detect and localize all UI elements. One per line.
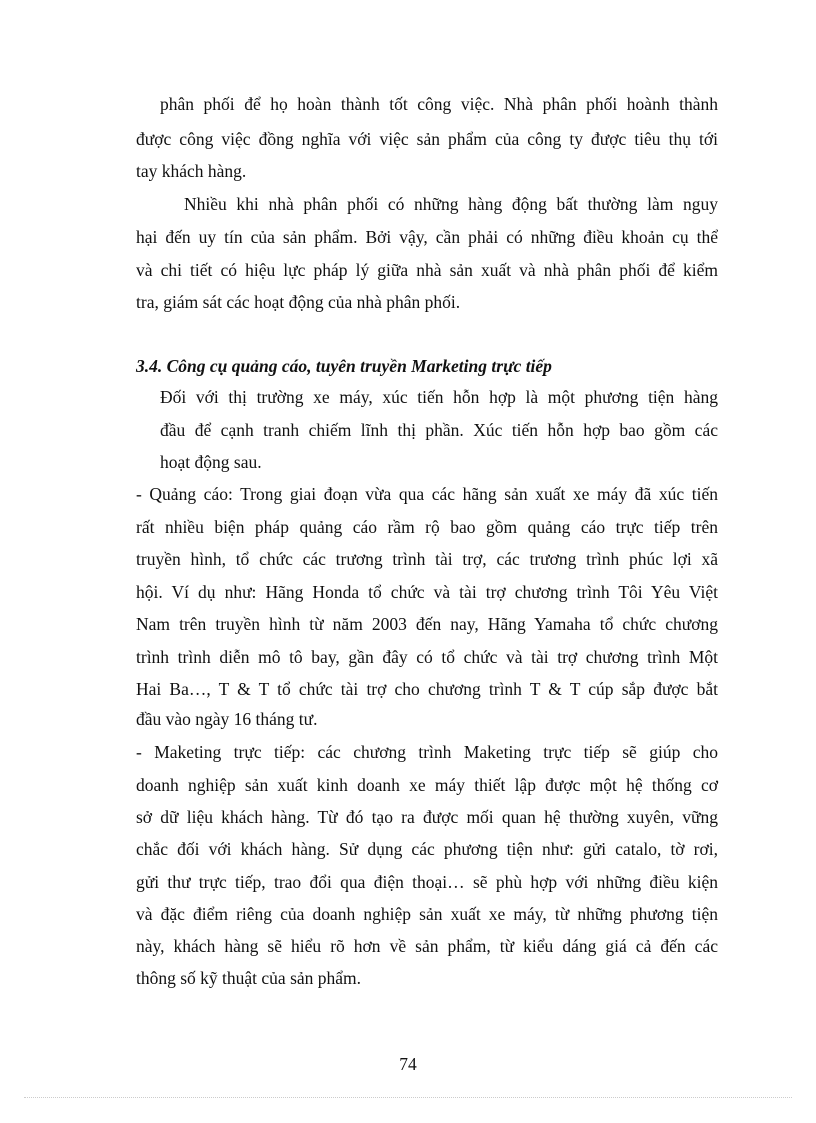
text-line: tra, giám sát các hoạt động của nhà phân phối. <box>136 292 461 312</box>
text-line: truyền hình, tổ chức các trương trình tài trợ, các trương trình phúc lợi xã <box>136 549 718 569</box>
text-line: này, khách hàng sẽ hiểu rõ hơn về sản phẩm, từ kiểu dáng giá cả đến các <box>136 936 718 956</box>
text-line: hội. Ví dụ như: Hãng Honda tổ chức và tài trợ chương trình Tôi Yêu Việt <box>136 582 718 602</box>
text-line: Hai Ba…, T & T tổ chức tài trợ cho chương trình T & T cúp sắp được bắt <box>136 679 718 699</box>
text-line: Nam trên truyền hình từ năm 2003 đến nay, Hãng Yamaha tổ chức chương <box>136 614 718 634</box>
text-line: rất nhiều biện pháp quảng cáo rầm rộ bao gồm quảng cáo trực tiếp trên <box>136 517 718 537</box>
text-line: doanh nghiệp sản xuất kinh doanh xe máy thiết lập được một hệ thống cơ <box>136 775 718 795</box>
text-line: và chi tiết có hiệu lực pháp lý giữa nhà sản xuất và nhà phân phối để kiểm <box>136 260 718 280</box>
text-line: - Quảng cáo: Trong giai đoạn vừa qua các hãng sản xuất xe máy đã xúc tiến <box>136 484 718 504</box>
page-bottom-divider <box>24 1097 792 1098</box>
text-line: - Maketing trực tiếp: các chương trình Maketing trực tiếp sẽ giúp cho <box>136 742 718 762</box>
text-line: tay khách hàng. <box>136 161 247 181</box>
text-line: trình trình diễn mô tô bay, gần đây có tổ chức và tài trợ chương trình Một <box>136 647 718 667</box>
text-line: và đặc điểm riêng của doanh nghiệp sản xuất xe máy, từ những phương tiện <box>136 904 718 924</box>
text-line: phân phối để họ hoàn thành tốt công việc. Nhà phân phối hoành thành <box>160 94 718 114</box>
text-line: đầu để cạnh tranh chiếm lĩnh thị phần. Xúc tiến hỗn hợp bao gồm các <box>160 420 718 440</box>
text-line: Đối với thị trường xe máy, xúc tiến hỗn hợp là một phương tiện hàng <box>160 387 718 407</box>
page-number: 74 <box>399 1054 417 1074</box>
text-line: sở dữ liệu khách hàng. Từ đó tạo ra được mối quan hệ thường xuyên, vững <box>136 807 718 827</box>
section-heading: 3.4. Công cụ quảng cáo, tuyên truyền Marketing trực tiếp <box>136 356 552 376</box>
text-line: hoạt động sau. <box>160 452 262 472</box>
text-line: Nhiều khi nhà phân phối có những hàng động bất thường làm nguy <box>184 194 718 214</box>
text-line: đầu vào ngày 16 tháng tư. <box>136 709 318 729</box>
text-line: hại đến uy tín của sản phẩm. Bởi vậy, cần phải có những điều khoản cụ thể <box>136 227 718 247</box>
text-line: gửi thư trực tiếp, trao đổi qua điện thoại… sẽ phù hợp với những điều kiện <box>136 872 718 892</box>
text-line: được công việc đồng nghĩa với việc sản phẩm của công ty được tiêu thụ tới <box>136 129 718 149</box>
text-line: chắc đối với khách hàng. Sử dụng các phương tiện như: gửi catalo, tờ rơi, <box>136 839 718 859</box>
text-line: thông số kỹ thuật của sản phẩm. <box>136 968 362 988</box>
